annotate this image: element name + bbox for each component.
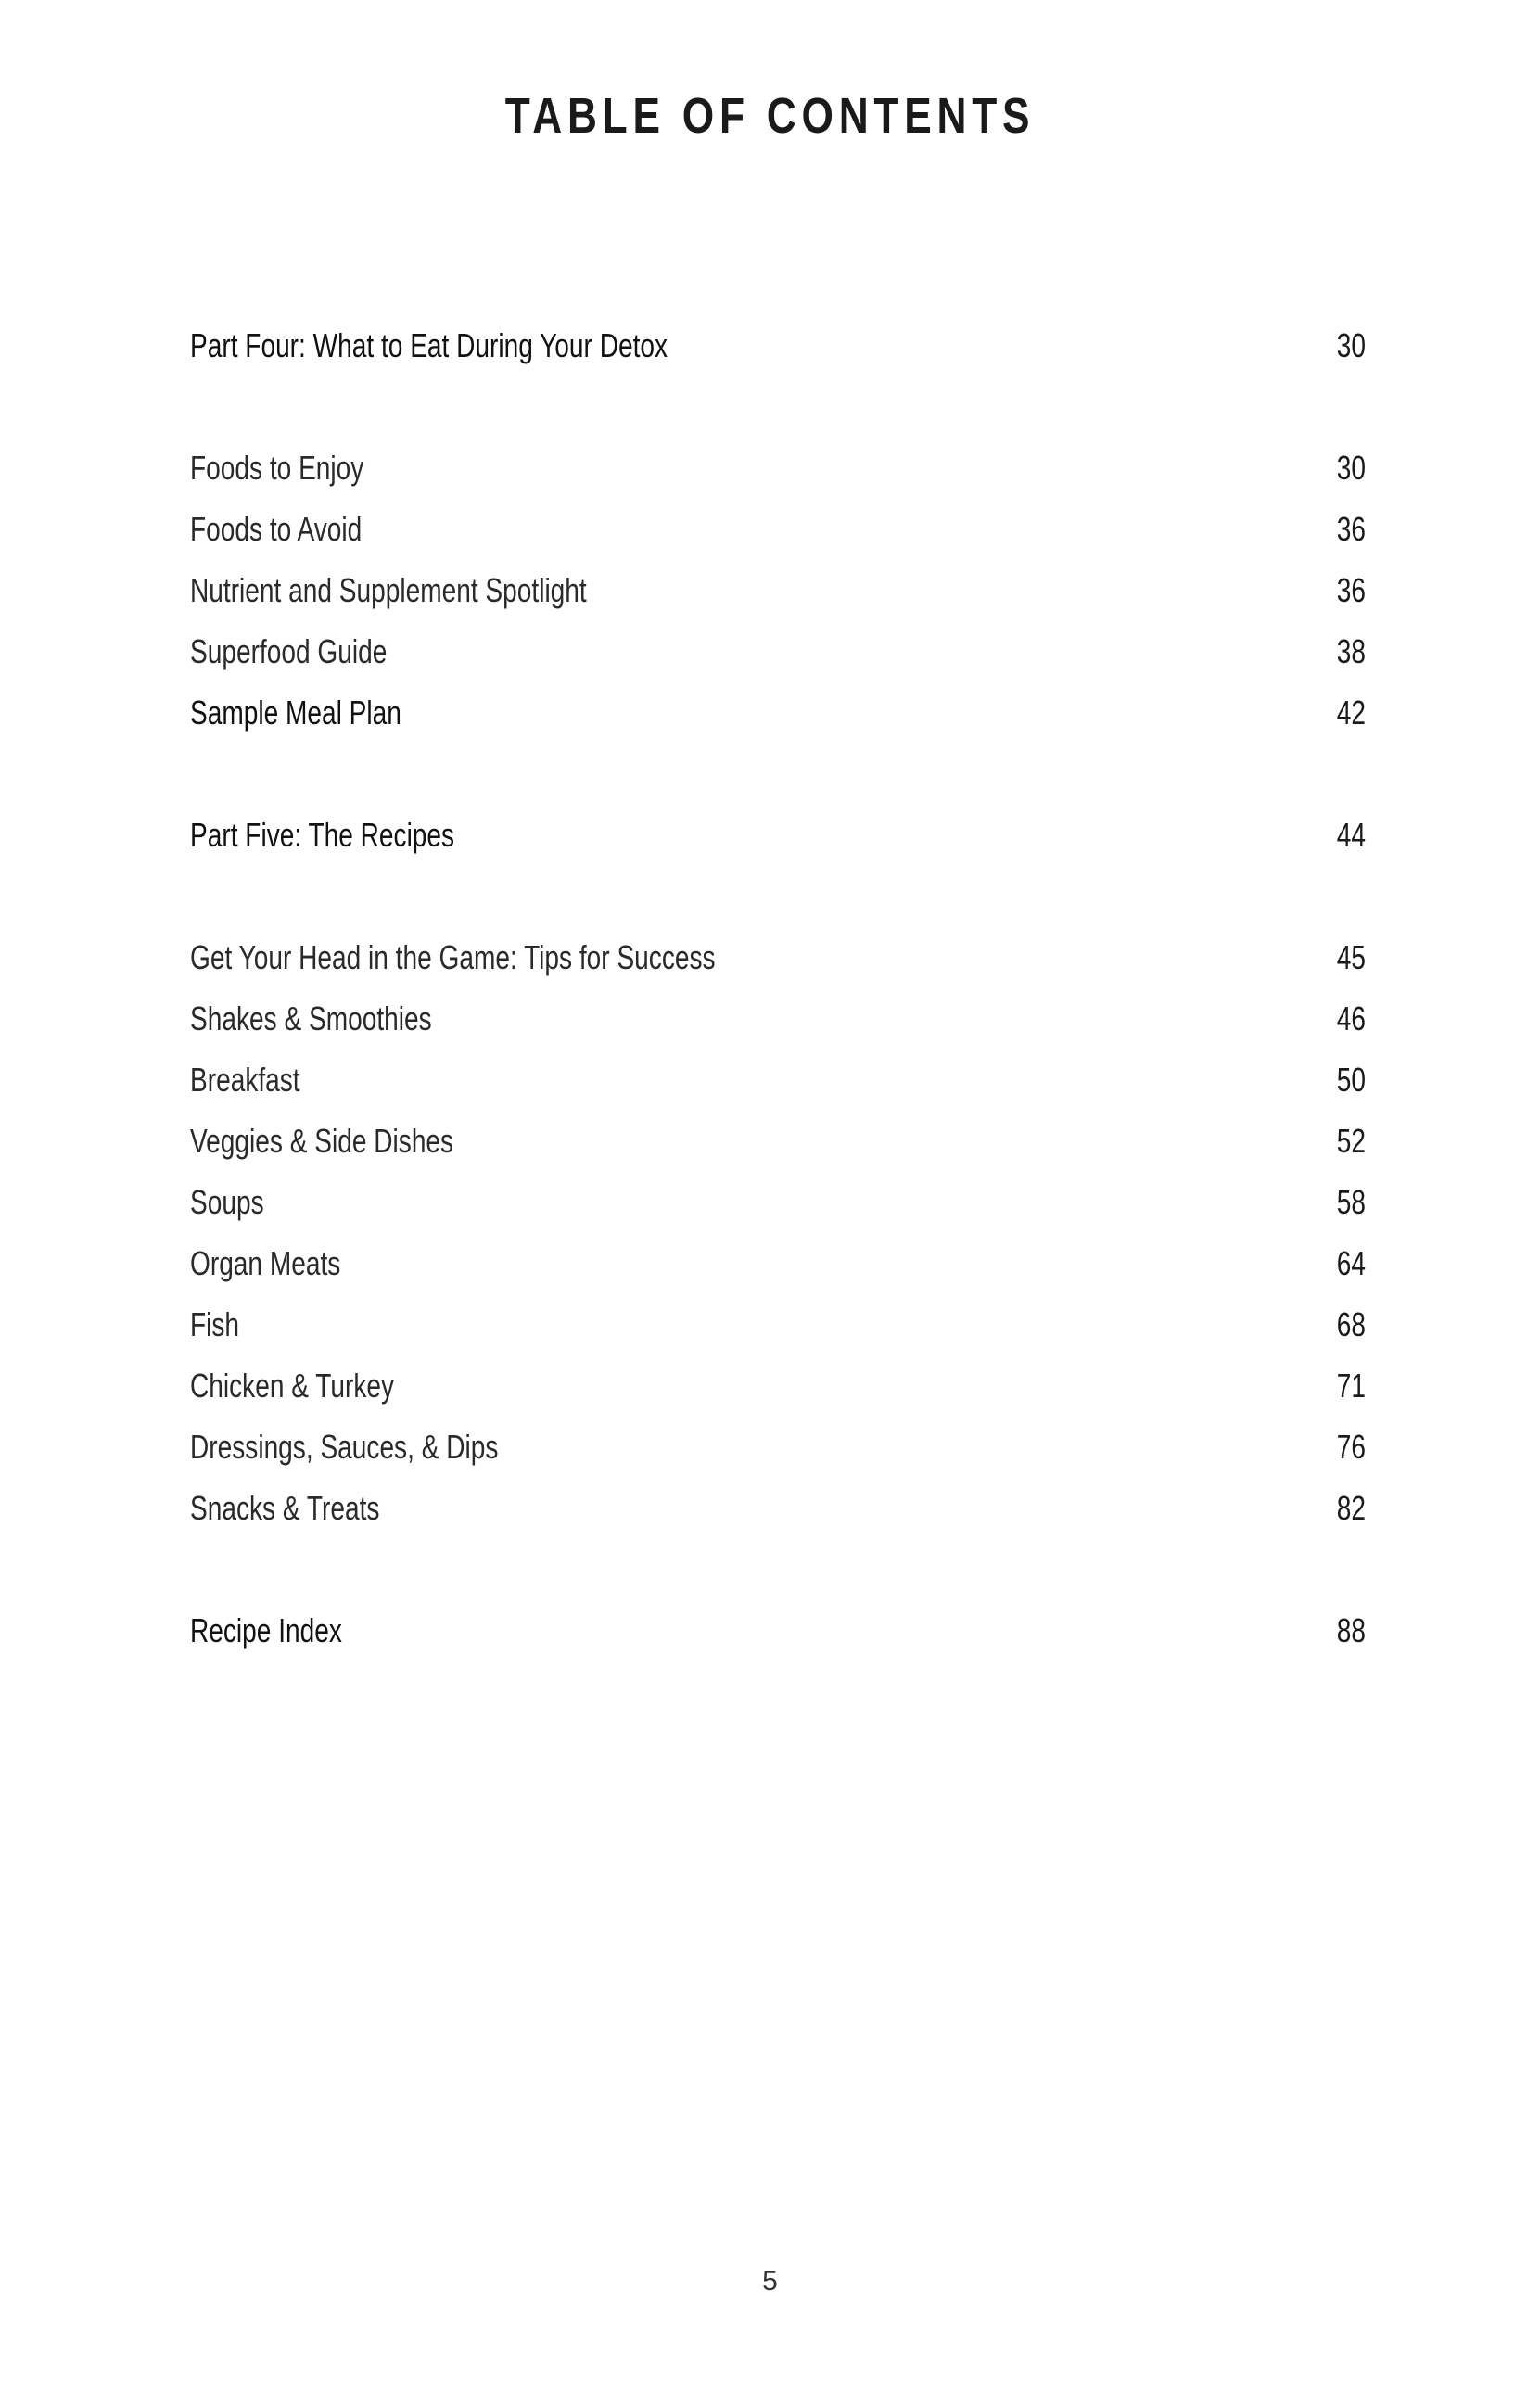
toc-entry-page: 76 (1336, 1428, 1366, 1466)
toc-entry-superfood-guide (190, 621, 1366, 682)
toc-entry-page: 36 (1336, 510, 1366, 548)
toc-entry-sample-meal-plan (190, 682, 1366, 744)
toc-entry-label: Soups (190, 1183, 264, 1221)
toc-entry-recipe-index (190, 1600, 1366, 1661)
toc-entry-chicken-turkey (190, 1355, 1366, 1417)
toc-entry-soups (190, 1172, 1366, 1233)
toc-entry-page: 38 (1336, 632, 1366, 670)
toc-entry-tips-for-success (190, 927, 1366, 988)
page-number: 5 (762, 2266, 778, 2297)
toc-entry-label: Sample Meal Plan (190, 693, 401, 732)
toc-entry-page: 68 (1336, 1305, 1366, 1343)
toc-entry-label: Fish (190, 1305, 240, 1343)
toc-entry-page: 88 (1336, 1611, 1366, 1649)
toc-entry-page: 52 (1336, 1122, 1366, 1160)
toc-entry-organ-meats (190, 1233, 1366, 1294)
toc-entry-page: 50 (1336, 1061, 1366, 1099)
toc-entry-label: Chicken & Turkey (190, 1367, 395, 1405)
toc-entry-foods-to-avoid (190, 499, 1366, 560)
toc-entry-label: Foods to Avoid (190, 510, 363, 548)
toc-entry-label: Nutrient and Supplement Spotlight (190, 571, 587, 609)
page-title: TABLE OF CONTENTS (504, 88, 1036, 144)
toc-entry-label: Shakes & Smoothies (190, 999, 432, 1037)
toc-entry-shakes-smoothies (190, 988, 1366, 1050)
toc-entry-page: 45 (1336, 938, 1366, 976)
toc-entry-label: Part Four: What to Eat During Your Detox (190, 326, 668, 364)
toc-entry-dressings-sauces-dips (190, 1417, 1366, 1478)
toc-entry-breakfast (190, 1050, 1366, 1111)
toc-entry-page: 30 (1336, 326, 1366, 364)
toc-entry-veggies-side-dishes (190, 1111, 1366, 1172)
toc-entry-part-five (190, 805, 1366, 866)
toc-entry-label: Foods to Enjoy (190, 449, 364, 487)
toc-entry-page: 71 (1336, 1367, 1366, 1405)
toc-entry-page: 64 (1336, 1244, 1366, 1282)
toc-entry-label: Breakfast (190, 1061, 300, 1099)
toc-entry-label: Recipe Index (190, 1611, 342, 1649)
toc-entry-page: 46 (1336, 999, 1366, 1037)
toc-entry-label: Superfood Guide (190, 632, 388, 670)
toc-entry-page: 30 (1336, 449, 1366, 487)
toc-entry-label: Veggies & Side Dishes (190, 1122, 454, 1160)
toc-entry-page: 58 (1336, 1183, 1366, 1221)
toc-entry-label: Organ Meats (190, 1244, 341, 1282)
toc-entry-foods-to-enjoy (190, 438, 1366, 499)
toc-entry-fish (190, 1294, 1366, 1355)
toc-entry-label: Dressings, Sauces, & Dips (190, 1428, 499, 1466)
toc-entry-page: 36 (1336, 571, 1366, 609)
toc-entry-page: 44 (1336, 816, 1366, 854)
toc-entry-page: 82 (1336, 1489, 1366, 1527)
toc-entry-page: 42 (1336, 693, 1366, 732)
toc-entry-label: Part Five: The Recipes (190, 816, 455, 854)
toc-entry-label: Get Your Head in the Game: Tips for Success (190, 938, 716, 976)
toc-entry-part-four (190, 315, 1366, 376)
toc-entry-label: Snacks & Treats (190, 1489, 380, 1527)
toc-entry-nutrient-spotlight (190, 560, 1366, 621)
toc-entry-snacks-treats (190, 1478, 1366, 1539)
table-of-contents (190, 315, 1366, 1661)
